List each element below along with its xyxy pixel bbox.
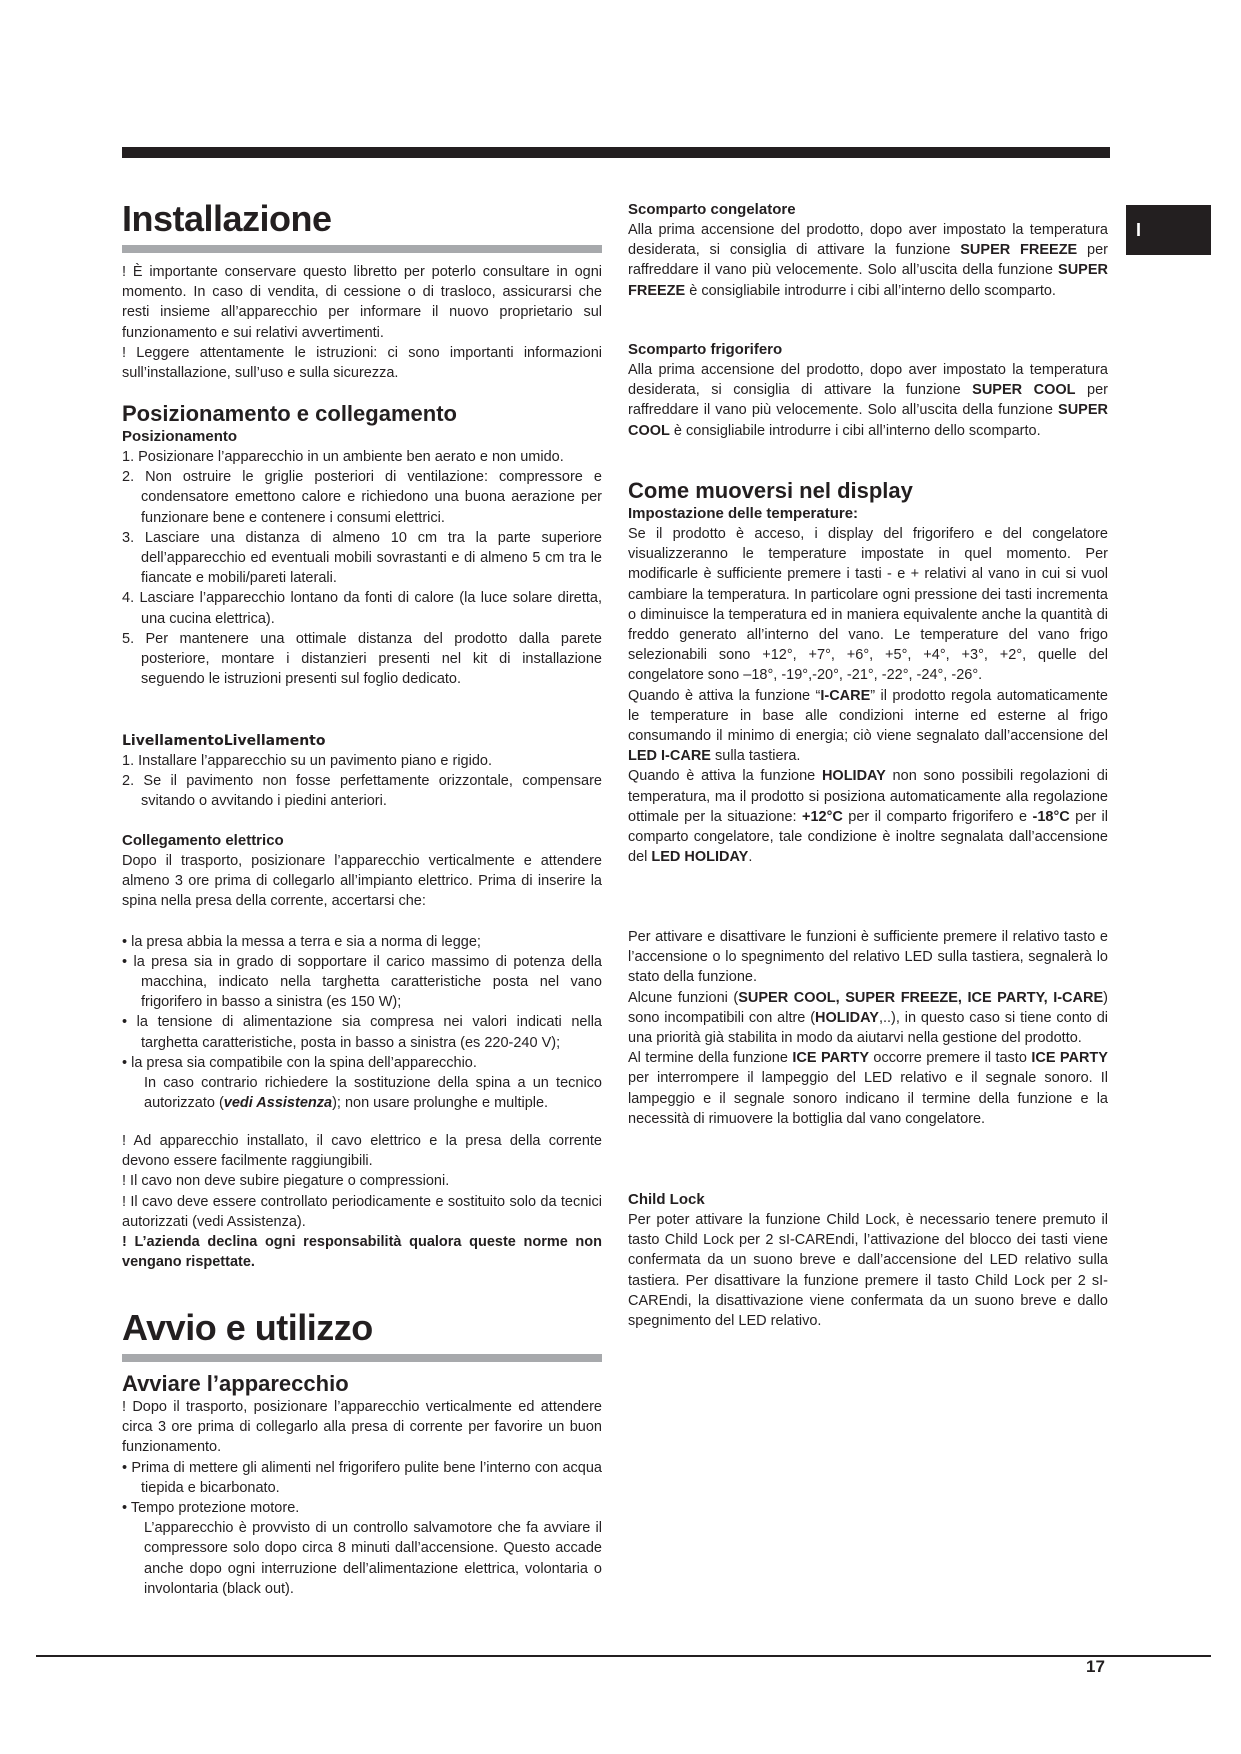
posizionamento-subtitle: Posizionamento <box>122 428 238 445</box>
warning-text: ! Ad apparecchio installato, il cavo elettrico e la presa della corrente devono essere facilmente raggiungibili. <box>122 1133 602 1170</box>
list-item: 2. Se il pavimento non fosse perfettamente orizzontale, compensare svitando o avvitando i piedini anteriori. <box>122 773 602 810</box>
collegamento-subtitle: Collegamento elettrico <box>122 832 284 849</box>
collegamento-note: In caso contrario richiedere la sostituzione della spina a un tecnico autorizzato (vedi Assistenza); non usare prolunghe e multiple. <box>144 1075 602 1112</box>
livellamento-subtitle: LivellamentoLivellamento <box>122 733 326 749</box>
title-rule <box>122 245 602 253</box>
list-item: • la presa sia compatibile con la spina dell’apparecchio. <box>122 1054 477 1071</box>
frigorifero-text: Alla prima accensione del prodotto, dopo aver impostato la temperatura desiderata, si consiglia di attivare la funzione SUPER COOL per raffreddare il vano più velocemente. Solo all’uscita della funzione SUPER COOL è consigliabile introdurre i cibi all’interno dello scomparto. <box>628 362 1108 439</box>
list-item: 2. Non ostruire le griglie posteriori di ventilazione: compressore e condensatore emettono calore e richiedono una buona aerazione per funzionare bene e contenere i consumi elettrici. <box>122 469 602 526</box>
impostazione-text: Se il prodotto è acceso, i display del frigorifero e del congelatore visualizzeranno le temperature impostate in quel momento. Per modificarle è sufficiente premere i tasti - e + relativi al vano in cui si vuol cambiare la temperatura. In particolare ogni pressione dei tasti incrementa o diminuisce la temperatura ed in maniera equivalente anche la quantità di freddo generato all’interno del vano. Le temperature del vano frigo selezionabili sono +12°, +7°, +6°, +5°, +4°, +3°, +2°, quelle del congelatore sono –18°, -19°,-20°, -21°, -22°, -24°, -26°. <box>628 526 1108 684</box>
page-number: 17 <box>1086 1657 1105 1676</box>
avvio-section <box>122 1306 602 1362</box>
avviare-text: ! Dopo il trasporto, posizionare l’apparecchio verticalmente ed attendere circa 3 ore prima di collegarlo alla presa di corrente per favorire un buon funzionamento. <box>122 1399 602 1456</box>
warning-text: ! Il cavo deve essere controllato periodicamente e sostituito solo da tecnici autorizzati (vedi Assistenza). <box>122 1193 602 1230</box>
childlock-subtitle: Child Lock <box>628 1191 705 1208</box>
posizionamento-section <box>122 401 602 689</box>
language-tab: I <box>1126 205 1211 255</box>
avviare-title: Avviare l’apparecchio <box>122 1371 349 1396</box>
list-item: 4. Lasciare l’apparecchio lontano da fonti di calore (la luce solare diretta, una cucina elettrica). <box>122 590 602 627</box>
intro-paragraph: ! È importante conservare questo libretto per poterlo consultare in ogni momento. In caso di vendita, di cessione o di trasloco, assicurarsi che resti insieme all’apparecchio per informare il nuovo proprietario sul funzionamento e sui relativi avvertimenti. <box>122 264 602 341</box>
collegamento-section <box>122 831 602 1113</box>
footer-rule <box>36 1655 1211 1657</box>
holiday-text: Quando è attiva la funzione HOLIDAY non sono possibili regolazioni di temperatura, ma il prodotto si posiziona automaticamente alla regolazione ottimale per la situazione: +12°C per il comparto frigorifero e -18°C per il comparto congelatore, tale condizione è inoltre segnalata dall’accensione del LED HOLIDAY. <box>628 768 1108 866</box>
list-item: 1. Installare l’apparecchio su un pavimento piano e rigido. <box>122 753 492 769</box>
collegamento-text: Dopo il trasporto, posizionare l’apparecchio verticalmente e attendere almeno 3 ore prima di collegarlo all’impianto elettrico. Prima di inserire la spina nella presa della corrente, accertarsi che: <box>122 853 602 910</box>
list-item: 3. Lasciare una distanza di almeno 10 cm tra la parte superiore dell’apparecchio ed eventuali mobili sovrastanti e di almeno 5 cm tra le fiancate e mobili/pareti laterali. <box>122 529 602 587</box>
intro-block <box>122 262 602 383</box>
icare-text: Quando è attiva la funzione “I-CARE” il prodotto regola automaticamente le temperature in base alle condizioni interne ed esterne al frigo consumando il minimo di energia; ciò viene segnalato dall’accensione del LED I-CARE sulla tastiera. <box>628 687 1108 765</box>
top-rule <box>122 147 1110 158</box>
display-section <box>628 478 1108 867</box>
congelatore-section <box>628 200 1108 301</box>
title-rule <box>122 1354 602 1362</box>
attivare-text: Per attivare e disattivare le funzioni è sufficiente premere il relativo tasto e l’accensione o lo spegnimento del relativo LED sulla tastiera, segnalerà lo stato della funzione. <box>628 929 1108 986</box>
list-item: • Prima di mettere gli alimenti nel frigorifero pulite bene l’interno con acqua tiepida e bicarbonato. <box>122 1459 602 1496</box>
iceparty-text: Al termine della funzione ICE PARTY occorre premere il tasto ICE PARTY per interrompere il lampeggio del LED relativo e il segnale sonoro. Il lampeggio e il segnale sonoro indicano il termine della funzione e la necessità di rimuovere la bottiglia dal vano congelatore. <box>628 1050 1108 1127</box>
congelatore-text: Alla prima accensione del prodotto, dopo aver impostato la temperatura desiderata, si consiglia di attivare la funzione SUPER FREEZE per raffreddare il vano più velocemente. Solo all’uscita della funzione SUPER FREEZE è consigliabile introdurre i cibi all’interno dello scomparto. <box>628 222 1108 299</box>
list-item: 5. Per mantenere una ottimale distanza del prodotto dalla parete posteriore, montare i distanzieri presenti nel kit di installazione seguendo le istruzioni presenti sul foglio dedicato. <box>122 630 602 688</box>
installazione-title: Installazione <box>122 198 332 239</box>
avviare-motor-text: L’apparecchio è provvisto di un controllo salvamotore che fa avviare il compressore solo dopo circa 8 minuti dall’accensione. Questo accade anche dopo ogni interruzione dell’alimentazione elettrica, volontaria o involontaria (black out). <box>144 1520 602 1597</box>
list-item: • la presa abbia la messa a terra e sia a norma di legge; <box>122 933 481 950</box>
incompat-text: Alcune funzioni (SUPER COOL, SUPER FREEZE, ICE PARTY, I-CARE) sono incompatibili con altre (HOLIDAY,..), in questo caso si tiene conto di una priorità già stabilita in modo da aiutarvi nella gestione del prodotto. <box>628 989 1108 1047</box>
display-title: Come muoversi nel display <box>628 478 913 503</box>
funzioni-block <box>628 927 1108 1129</box>
childlock-section <box>628 1190 1108 1331</box>
assistenza-link: vedi Assistenza <box>223 1095 333 1112</box>
installazione-section <box>122 197 602 253</box>
list-item: • Tempo protezione motore. <box>122 1500 300 1517</box>
list-item: • la presa sia in grado di sopportare il carico massimo di potenza della macchina, indicato nella targhetta caratteristiche posta nel vano frigorifero in basso a sinistra (es 150 W); <box>122 953 602 1011</box>
congelatore-subtitle: Scomparto congelatore <box>628 201 796 218</box>
frigorifero-section <box>628 340 1108 441</box>
warnings-block <box>122 1131 602 1272</box>
warning-bold-text: ! L’azienda declina ogni responsabilità qualora queste norme non vengano rispettate. <box>122 1234 602 1271</box>
impostazione-subtitle: Impostazione delle temperature: <box>628 505 859 522</box>
childlock-text: Per poter attivare la funzione Child Lock, è necessario tenere premuto il tasto Child Lock per 2 sI-CAREndi, l’attivazione del blocco dei tasti viene confermata da un suono breve e dall’accensione del LED relativo sulla tastiera. Per disattivare la funzione premere il tasto Child Lock per 2 sI-CAREndi, la disattivazione viene confermata da un suono breve e dallo spegnimento del LED relativo. <box>628 1212 1108 1330</box>
warning-text: ! Il cavo non deve subire piegature o compressioni. <box>122 1173 450 1190</box>
avviare-section <box>122 1371 602 1599</box>
intro-paragraph: ! Leggere attentamente le istruzioni: ci sono importanti informazioni sull’installazione, sull’uso e sulla sicurezza. <box>122 344 602 382</box>
list-item: • la tensione di alimentazione sia compresa nei valori indicati nella targhetta caratteristiche, posta in basso a sinistra (es 220-240 V); <box>122 1014 602 1051</box>
avvio-title: Avvio e utilizzo <box>122 1307 373 1348</box>
frigorifero-subtitle: Scomparto frigorifero <box>628 341 783 358</box>
posizionamento-title: Posizionamento e collegamento <box>122 401 457 426</box>
list-item: 1. Posizionare l’apparecchio in un ambiente ben aerato e non umido. <box>122 449 564 465</box>
livellamento-section <box>122 731 602 812</box>
